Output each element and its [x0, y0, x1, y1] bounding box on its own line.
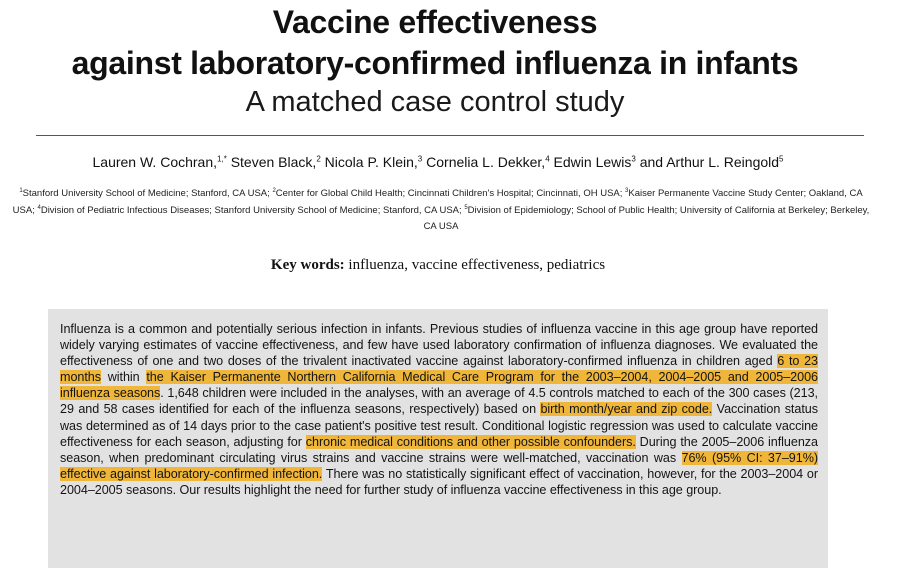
author: Nicola P. Klein,$^3$	[324, 154, 423, 170]
author: Steven Black,$^2$	[230, 154, 321, 170]
keywords-text: influenza, vaccine effectiveness, pediatrics	[344, 257, 606, 273]
author: Lauren W. Cochran,$^{1,*}$	[92, 154, 227, 170]
title-divider	[36, 135, 864, 136]
author: Cornelia L. Dekker,$^4$	[426, 154, 550, 170]
highlight-age-range: 6 to 23 months	[60, 354, 818, 385]
highlight-effectiveness-result: 76% (95% CI: 37–91%) effective against laboratory-confirmed infection.	[60, 450, 818, 481]
abstract-text: Influenza is a common and potentially serious infection in infants. Previous studies of influenza vaccine in this age group have reported widely varying estimates of vaccine effectiveness, and few have used laboratory confirmation of influenza diagnoses. We evaluated the effectiveness of one and two doses of the trivalent inactivated vaccine against laboratory-confirmed influenza in children aged 6 to 23 months within the Kaiser Permanente Northern California Medical Care Program for the 2003–2004, 2004–2005 and 2005–2006 influenza seasons. 1,648 children were included in the analyses, with an average of 4.5 controls matched to each of the 300 cases (213, 29 and 58 cases identified for each of the influenza seasons, respectively) based on birth month/year and zip code. Vaccination status was determined as of 14 days prior to the case patient's positive test result. Conditional logistic regression was used to calculate vaccine effectiveness for each season, adjusting for chronic medical conditions and other possible confounders. During the 2005–2006 influenza season, when predominant circulating virus strains and vaccine strains were well-matched, vaccination was 76% (95% CI: 37–91%) effective against laboratory-confirmed infection. There was no statistically significant effect of vaccination, however, for the 2003–2004 or 2004–2005 seasons. Our results highlight the need for further study of influenza vaccine effectiveness in this age group.	[60, 322, 818, 497]
highlight-study-setting: the Kaiser Permanente Northern California Medical Care Program for the 2003–2004, 2004–2005 and 2005–2006 influenza seasons	[60, 370, 818, 401]
highlight-confounders: chronic medical conditions and other possible confounders.	[305, 434, 636, 449]
author-list	[0, 154, 876, 170]
author: Edwin Lewis$^3$	[553, 154, 636, 170]
author: and Arthur L. Reingold$^5$	[639, 154, 784, 170]
article-subtitle: A matched case control study	[245, 86, 625, 118]
article-title	[0, 2, 870, 84]
keywords	[0, 257, 876, 274]
affiliations: $^1$Stanford University School of Medicine; Stanford, CA USA; $^2$Center for Global Child Health; Cincinnati Children's Hospital; Cincinnati, OH USA; $^3$Kaiser Permanente Vaccine Study Center; Oakland, CA USA; $^4$Division of Pediatric Infectious Diseases; Stanford University School of Medicine; Stanford, CA USA; $^5$Division of Epidemiology; School of Public Health; University of California at Berkeley; Berkeley, CA USA	[12, 187, 870, 232]
title-line-2: against laboratory-confirmed influenza in infants	[71, 45, 799, 81]
highlight-matching-criteria: birth month/year and zip code.	[540, 402, 713, 417]
title-line-1: Vaccine effectiveness	[272, 4, 598, 40]
keywords-label: Key words:	[270, 257, 345, 273]
